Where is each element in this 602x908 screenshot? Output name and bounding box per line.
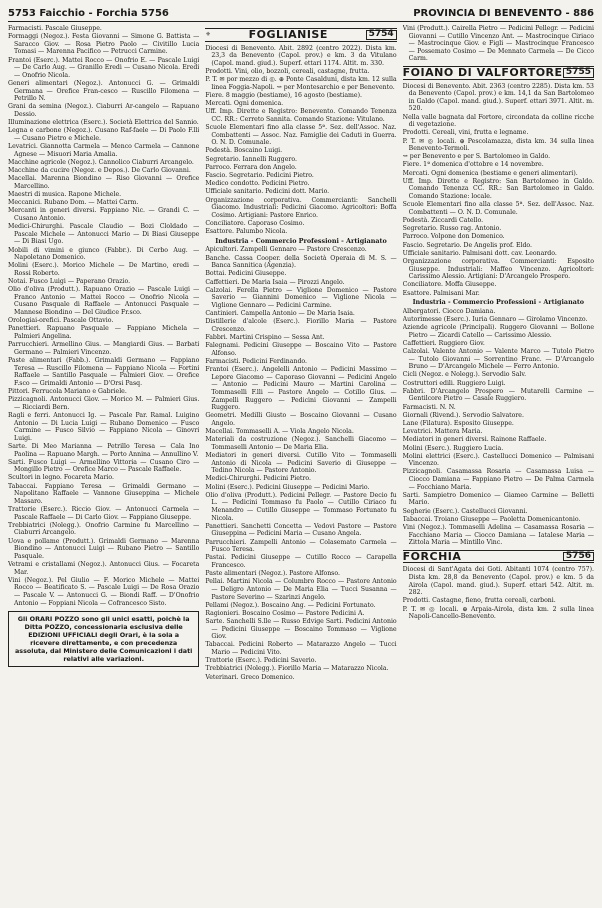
directory-entry: Sarte. Di Meo Marianna — Petrillo Teresa — Cala Ino Paolina — Rapuano Margh. — Porto Annina — Annullino V. bbox=[8, 442, 200, 458]
directory-entry: Fabbri. Martini Crispino — Sessa Ant. bbox=[205, 334, 325, 342]
directory-entry: Diocesi di Benevento. Abit. 2892 (centro 2022). Dista km. 23,3 da Benevento (Capol. prov.) e km. 3 da Vitulano (Capol. mand. giud.). Superf. ettari 1174. Altit. m. 330. bbox=[205, 44, 397, 67]
directory-entry: P. T. ✉ por mezzo di ◎. ⊕ Ponte Casalduni, dista km. 12 sulla linea Foggia-Napoli. ⇝ per Montesarchio e per Benevento. bbox=[205, 76, 397, 91]
page-header bbox=[8, 8, 594, 22]
directory-entry: Panettieri. Rapuano Pasquale — Fappiano Michela — Palmieri Angelina. bbox=[8, 325, 200, 341]
directory-entry: Sarte. Sanchelli S.lle — Russo Edvige Sarti. Pedicini Antonio — Pedicini Giuseppe — Boscaino Tommaso — Viglione Giov. bbox=[205, 618, 397, 641]
directory-entry: Scuole Elementari fino alla classe 5ª. Sez. dell'Assoc. Naz. Combattenti — O. N. D. Comunale. bbox=[402, 201, 594, 216]
directory-entry: Costruttori edili. Ruggiero Luigi. bbox=[402, 379, 506, 387]
directory-entry: Frantoi (Eserc.). Mattei Rocco — Onofrio E. — Pascale Luigi — De Carlo Aug. — Granillo Eredi — Cusano Nicola. Eredi — Onofrio Nicola. bbox=[8, 56, 200, 79]
directory-entry: Fiere. 8 maggio (bestiame), 16 agosto (bestiame). bbox=[205, 91, 362, 99]
directory-entry: Bottai. Pedicini Giuseppe. bbox=[205, 270, 287, 278]
directory-entry: Vini (Produtt.). Cairella Pietro — Pedicini Pellegr. — Pedicini Giovanni — Cutillo Vincenzo Ant. — Mastrocinque Ciriaco — Mastrocinque Giov. e Figli — Mastrocinque Francesco — Possemato Cosimo — De Mennato Carmela — De Cicco Carm. bbox=[402, 25, 594, 63]
directory-entry: Organizzazione corporativa. Commercianti: Esposito Giuseppe. Industriali: Maffeo Vincenzo. Agricoltori: Carissimo Alessio. Artigiani: D'Arcangelo Prospero. bbox=[402, 257, 594, 281]
directory-entry: Farmacisti. Pascale Giuseppe. bbox=[8, 25, 102, 32]
directory-entry: Sarti. Sampietro Domenico — Giameo Carmine — Belletti Mario. bbox=[402, 491, 594, 507]
directory-entry: Conciliatore. Caporaso Cosimo. bbox=[205, 219, 305, 227]
directory-entry: Segretario. Iannelli Ruggero. bbox=[205, 155, 297, 163]
directory-entry: Mediatori in generi diversi. Rainone Raffaele. bbox=[402, 436, 547, 444]
directory-entry: Materiali da costruzione (Negoz.). Sanchelli Giacomo — Tommaselli Antonio — De Maria Elia. bbox=[205, 436, 397, 451]
directory-entry: Giornali (Rivend.). Servodio Salvatore. bbox=[402, 411, 524, 419]
directory-entry: Maestri di musica. Rapone Michele. bbox=[8, 191, 122, 198]
column-foglianise bbox=[205, 25, 396, 885]
directory-entry: Paste alimentari (Fabb.). Grimaldi Germano — Fappiano Teresa — Ruscillo Filomena — Fappiano Nicola — Fortini Raffaele — Santillo Pasquale — Palmieri Giov. — Orefice F.sco — Grimaldi Antonio — D'Orsi Pasq. bbox=[8, 357, 200, 387]
directory-entry: Diocesi di Benevento. Abit. 2363 (centro 2285). Dista km. 53 da Benevento (Capol. prov.) e km. 14,1 da San Bartolomeo in Galdo (Capol. mand. giud.). Superf. ettari 3971. Altit. m. 520. bbox=[402, 82, 594, 113]
directory-entry: Medici-Chirurghi. Pedicini Pietro. bbox=[205, 475, 311, 483]
directory-entry: Paste alimentari (Negoz.). Pastore Alfonso. bbox=[205, 570, 340, 578]
directory-entry: Calzolai. Ferella Pietro — Viglione Domenico — Pastore Saverio — Giannini Domenico — Viglione Nicola — Viglione Gennaro — Pedicini Carmine. bbox=[205, 286, 397, 309]
directory-entry: Prodotti. Cereali, vini, frutta e legname. bbox=[402, 129, 529, 137]
directory-entry: Uova e pollame (Produtt.). Grimaldi Germano — Marenna Biondino — Antonucci Luigi — Rubano Pietro — Santillo Pasquale. bbox=[8, 537, 200, 560]
directory-entry: Mobili di vimini e giunco (Fabbr.). Di Cerbo Aug. — Napoletano Domenico. bbox=[8, 246, 200, 262]
directory-entry: Organizzazione corporativa. Commercianti: Sanchelli Giacomo. Industriali: Pedicini Giacomo. Agricoltori: Boffa Cosimo. Artigiani: Pastore Enrico. bbox=[205, 196, 397, 219]
directory-entry: Geometri. Medilli Giusto — Boscaino Giovanni — Cusano Angelo. bbox=[205, 412, 397, 427]
directory-entry: Pizzicagnoli. Antonucci Giov. — Morico M. — Palmieri Gius. — Ricciardi Bern. bbox=[8, 396, 200, 411]
directory-entry: Apicultori. Zampelli Gennaro — Pastore Crescenzo. bbox=[205, 246, 367, 254]
directory-entry: Cantinieri. Campella Antonio — De Maria Isaia. bbox=[205, 310, 355, 318]
directory-entry: Parrucchieri. Zampelli Antonio — Colasemato Carmela — Fusco Teresa. bbox=[205, 538, 397, 554]
directory-entry: Esattore. Palumbo Nicola. bbox=[205, 228, 288, 236]
directory-entry: Mediatori in generi diversi. Cutillo Vito — Tommaselli Antonio di Nicola — Pedicini Saverio di Giuseppe — Tedino Nicola — Pastore Antonio. bbox=[205, 452, 397, 475]
directory-entry: Podestà. Ziccardi Catello. bbox=[402, 217, 484, 224]
directory-entry: Prodotti. Castagne, fieno, frutta cereali, carboni. bbox=[402, 597, 556, 605]
directory-entry: Parroco. Volpone don Domenico. bbox=[402, 233, 505, 241]
section-heading-foiano bbox=[403, 66, 594, 80]
directory-entry: Formaggi (Negoz.). Festa Giovanni — Simone G. Battista — Saracco Giov. — Rosa Pietro Paolo — Civitillo Lucia Tomasi — Marenna Pacifico — Petrucci Carmine. bbox=[8, 33, 200, 56]
directory-entry: Banche. Cassa Cooper. della Società Operaia di M. S. — Banca Sannitica (Agenzia). bbox=[205, 254, 397, 270]
directory-entry: Grani da semina (Negoz.). Ciaburri Ar-cangelo — Rapuano Dessio. bbox=[8, 103, 200, 118]
directory-entry: Pastai. Pedicini Giuseppe — Cutillo Rocco — Carapella Francesco. bbox=[205, 554, 397, 569]
directory-entry: Mercati. Ogni domenica. bbox=[205, 100, 284, 108]
directory-entry: Panettieri. Sanchetti Concetta — Vedovi Pastore — Pastore Giuseppina — Pedicini Maria — Cusano Angela. bbox=[205, 522, 397, 538]
section-number: 5754 bbox=[366, 30, 397, 40]
directory-entry: Medico condotto. Pedicini Pietro. bbox=[205, 180, 310, 188]
orari-pozzo-notice: Gli ORARI POZZO sono gli unici esatti, poichè la Ditta POZZO, concessionaria esclusiva delle EDIZIONI UFFICIALI degli Orari, è la sola a ricevere direttamente, e con precedenza assoluta, dal Ministero delle Comunicazioni i dati relativi alle variazioni. bbox=[8, 611, 199, 667]
directory-entry: Pellami (Negoz.). Boscaino Ang. — Pedicini Fortunato. bbox=[205, 601, 376, 609]
directory-entry: Pittori. Ferrucola Mariano e Gabriele. bbox=[8, 387, 127, 395]
directory-entry: P. T. ✉ ◎ locali. ⊕ Arpaia-Airola, dista km. 2 sulla linea Napoli-Cancello-Benevento. bbox=[402, 605, 594, 621]
directory-entry: Tabaccai. Pedicini Roberto — Matarazzo Angelo — Tucci Mario — Pedicini Vito. bbox=[205, 641, 397, 657]
directory-entry: Caffettieri. Ruggiero Giov. bbox=[402, 339, 485, 347]
section-number: 5756 bbox=[563, 552, 594, 562]
directory-entry: Fiere. 1ª domenica d'ottobre e 14 novembre. bbox=[402, 161, 544, 169]
directory-entry: Distillerie d'alcole (Eserc.). Fiorillo Maria — Pastore Crescenzo. bbox=[205, 318, 397, 333]
directory-entry: Illuminazione elettrica (Eserc.). Società Elettrica del Sannio. bbox=[8, 119, 199, 127]
directory-entry: Trattorie (Eserc.). Pedicini Saverio. bbox=[205, 657, 317, 665]
directory-entry: Segherie (Eserc.). Castellucci Giovanni. bbox=[402, 507, 528, 515]
directory-entry: Pellai. Martini Nicola — Columbro Rocco — Pastore Antonio — Deligro Antonio — De Maria Elia — Tucci Susanna — Pastore Severino — Szarinzi Angelo. bbox=[205, 578, 397, 601]
directory-entry: Trebbiatrici (Nolegg.). Fiorillo Maria — Matarazzo Nicola. bbox=[205, 665, 389, 673]
directory-entry: Notai. Fusco Luigi — Paperano Orazio. bbox=[8, 278, 131, 286]
section-name: FORCHIA bbox=[402, 549, 462, 563]
directory-entry: Calzolai. Valente Antonio — Valente Marco — Tutolo Pietro — Tutolo Giovanni — Sorrentino Franc. — D'Arcangelo Bruno — D'Arcangelo Michele — Ferro Antonio. bbox=[402, 348, 594, 371]
directory-entry: Vetrami e cristallami (Negoz.). Antonucci Gius. — Focareta Mar. bbox=[8, 560, 200, 576]
directory-entry: Mercanti in generi diversi. Fappiano Nic. — Grandi C. — Cusano Antonio. bbox=[8, 207, 200, 222]
directory-entry: Aziende agricole (Principali). Ruggero Giovanni — Bollone Pietro — Zicardi Catello — Carissimo Alessio. bbox=[402, 324, 594, 339]
directory-entry: Vini (Negoz.). Pel Giulio — F. Morico Michele — Mattei Rocco — Beatificato S. — Pascale Luigi — De Rosa Orazio — Pascale V. — Antonucci G. — Biondi Raff. — D'Onofrio Antonio — Foppiani Nicola — Cofrancesco Sisto. bbox=[8, 576, 200, 607]
subsection-title: Industria - Commercio Professioni - Artigianato bbox=[215, 236, 387, 245]
directory-entry: Mercati. Ogni domenica (bestiame e generi alimentari). bbox=[402, 169, 578, 177]
directory-entry: Generi alimentari (Negoz.). Antonucci G. — Grimaldi Germana — Orefice Fran-cesco — Ruscillo Filomena — Petrillo N. bbox=[8, 79, 200, 103]
directory-entry: Parrucchieri. Armellino Gius. — Mangiardi Gius. — Barbati Germano — Palmieri Vincenzo. bbox=[8, 341, 200, 356]
directory-entry: Falegnami. Pedicini Giuseppe — Boscaino Vito — Pastore Alfonso. bbox=[205, 342, 397, 357]
directory-entry: Caffettieri. De Maria Isaia — Pirozzi Angelo. bbox=[205, 278, 345, 286]
directory-entry: Macellai. Tommaselli A. — Viola Angelo Nicola. bbox=[205, 428, 354, 436]
directory-entry: Medici-Chirurghi. Pascale Claudio — Bozi Cloldado — Pascale Michele — Antonucci Mario — Di Biasi Giuseppe — Di Biasi Ugo. bbox=[8, 223, 200, 246]
directory-entry: Vini (Negoz.). Tommaselli Adelina — Casamassa Rosaria — Facchiano Maria — Ciocco Damiana — Iatalese Maria — Zittola Maria — Mintillo Vinc. bbox=[402, 524, 594, 547]
header-right: PROVINCIA DI BENEVENTO - 886 bbox=[413, 8, 594, 19]
directory-entry: Albergatori. Ciocco Damiana. bbox=[402, 307, 496, 315]
directory-entry: P. T. ✉ ◎ locali. ⊕ Pescolamazza, dista km. 34 sulla linea Benevento-Termoli. bbox=[402, 137, 594, 153]
directory-entry: Parroco. Ferrara don Angelo. bbox=[205, 163, 297, 171]
directory-entry: Legna e carbone (Negoz.). Cusano Raf-faele — Di Paolo F.lli — Cusano Pietro e Michele. bbox=[8, 127, 200, 142]
directory-entry: Pizzicagnoli. Casamassa Rosaria — Casamassa Luisa — Ciocco Damiana — Fappiano Pietro — De Palma Carmela — Focchiano Maria. bbox=[402, 468, 594, 491]
directory-entry: Conciliatore. Moffa Giuseppe. bbox=[402, 281, 497, 289]
section-heading-forchia bbox=[403, 550, 594, 564]
directory-entry: Orologiai-orefici. Pascale Ottavio. bbox=[8, 317, 114, 325]
section-name: FOGLIANISE bbox=[248, 28, 328, 41]
directory-entry: Molini elettrici (Eserc.). Castellucci Domenico — Palmisani Vincenzo. bbox=[402, 452, 594, 468]
directory-entry: Ufficiale sanitario. Palmisani dott. cav. Leonardo. bbox=[402, 249, 557, 257]
directory-entry: Farmacisti. Pedicini Ferdinando. bbox=[205, 358, 307, 365]
directory-entry: Cicli (Negoz. e Nolegg.). Servodio Salv. bbox=[402, 371, 527, 379]
directory-entry: Olio d'oliva (Produtt.). Pedicini Pellegr. — Pastore Decio fu L. — Pedicini Tommaso fu Paolo — Cutillo Ciriaco fu Menandro — Cutillo Giuseppe — Tommaso Fortunato fu Nicola. bbox=[205, 491, 397, 522]
directory-entry: Fascio. Segretario. Pedicini Pietro. bbox=[205, 172, 314, 180]
directory-entry: Tabaccai. Fappiano Teresa — Grimaldi Germano — Napolitano Raffaele — Vannone Giuseppina — Michele Massaro. bbox=[8, 482, 200, 505]
directory-entry: Nella valle bagnata dal Fortore, circondata da colline ricche di vegetazione. bbox=[402, 113, 594, 129]
directory-entry: Fascio. Segretario. De Angelis prof. Eldo. bbox=[402, 241, 532, 249]
directory-entry: Farmacisti. N. N. bbox=[402, 403, 456, 411]
directory-entry: Scultori in legno. Focareta Mario. bbox=[8, 474, 114, 482]
directory-entry: Levatrici. Giannotta Carmela — Menco Carmela — Cannone Agnese — Misuori Maria Amalia. bbox=[8, 143, 200, 158]
directory-entry: ⇝ per Benevento e per S. Bartolomeo in Galdo. bbox=[402, 153, 551, 161]
directory-entry: Levatrici. Mattera Maria. bbox=[402, 428, 483, 436]
header-left: 5753 Faicchio - Forchia 5756 bbox=[8, 8, 169, 19]
directory-entry: Macellai. Marenna Biondino — Riso Giovanni — Orefice Marcellino. bbox=[8, 175, 200, 190]
section-number: 5755 bbox=[563, 68, 594, 78]
directory-entry: Trebbiatrici (Nolegg.). Onofrio Carmine fu Marcellino — Ciaburri Arcangelo. bbox=[8, 521, 200, 537]
directory-entry: Lane (Filatura). Esposito Giuseppe. bbox=[402, 419, 514, 427]
subsection-title: Industria - Commercio Professioni - Artigianato bbox=[412, 298, 585, 307]
directory-page bbox=[8, 8, 594, 892]
directory-entry: Trattorie (Eserc.). Riccio Giov. — Antonucci Carmela — Pascale Raffaele — Di Carlo Giov. — Fappiano Giuseppe. bbox=[8, 506, 200, 521]
directory-entry: Macchine agricole (Negoz.). Cannolico Ciaburri Arcangelo. bbox=[8, 158, 194, 166]
directory-entry: Meccanici. Rubano Dom. — Mattei Carm. bbox=[8, 199, 139, 207]
column-foiano-forchia bbox=[403, 25, 594, 885]
directory-entry: Frantoi (Eserc.). Angelelli Antonio — Pedicini Massimo — Lepore Giacomo — Caporaso Giovanni — Pedicini Angelo — Antonio — Pedicini Mauro — Martini Carolina — Tommaselli F.lli — Pastore Angelo — Cotillo Gius. — Zampelli Ruggero — Pedicini Giovanni — Zampelli Ruggero. bbox=[205, 366, 397, 412]
directory-entry: Podestà. Boscaino Luigi. bbox=[205, 147, 283, 155]
section-icon: ⚜ bbox=[205, 31, 211, 38]
directory-entry: Tabaccai. Troiano Giuseppe — Paoletta Domenicantonio. bbox=[402, 515, 581, 523]
directory-entry: Uff. Imp. Dirette e Registro: San Bartolomeo in Galdo. Comando Tenenza CC. RR.: San Bartolomeo in Galdo. Comando Stazione: locale. bbox=[402, 177, 594, 201]
directory-entry: Ufficiale sanitario. Pedicini dott. Mario. bbox=[205, 188, 330, 196]
directory-entry: Molini (Eserc.). Ruggiero Lucia. bbox=[402, 444, 504, 452]
directory-entry: Fabbri. D'Arcangelo Prospero — Mutarelli Carmine — Gentilcore Pietro — Casale Ruggiero. bbox=[402, 387, 594, 403]
directory-entry: Molini (Eserc.). Pedicini Giuseppe — Pedicini Mario. bbox=[205, 483, 370, 491]
directory-entry: Scuole Elementari fino alla classe 5ª. Sez. dell'Assoc. Naz. Combattenti — Assoc. Naz. Famiglie dei Caduti in Guerra. O. N. D. Comunale. bbox=[205, 124, 397, 147]
directory-entry: Diocesi di Sant'Agata dei Goti. Abitanti 1074 (centro 757). Dista km. 28,8 da Benevento (Capol. prov.) e km. 5 da Airola (Capol. mand. giud.). Superf. ettari 542. Altit. m. 282. bbox=[402, 566, 594, 597]
directory-entry: Sarti. Fusco Luigi — Armellino Vittoria — Cusano Ciro — Mongillo Pietro — Orefice Marco — Pascale Raffaele. bbox=[8, 458, 200, 474]
directory-entry: Prodotti. Vini, olio, bozzoli, cereali, castagne, frutta. bbox=[205, 67, 370, 75]
section-name: FOIANO DI VALFORTORE bbox=[402, 65, 563, 79]
directory-entry: Veterinari. Greco Domenico. bbox=[205, 673, 295, 681]
column-faicchio bbox=[8, 25, 199, 885]
directory-entry: Autorimesse (Eserc.). Iuria Gennaro — Girolamo Vincenzo. bbox=[402, 315, 588, 323]
directory-entry: Uff. Imp. Dirette e Registro: Benevento. Comando Tenenza CC. RR.: Cerreto Sannita. Comando Stazione: Vitulano. bbox=[205, 108, 397, 123]
directory-entry: Molini (Eserc.). Morico Michele — De Martino, eredi — Rossi Roberto. bbox=[8, 262, 200, 277]
directory-entry: Ragionieri. Boscaino Cosimo — Pastore Pedicini A. bbox=[205, 609, 365, 617]
section-heading-foglianise bbox=[205, 28, 396, 42]
directory-entry: Ragli e ferri. Antonucci Ig. — Pascale Par. Ramal. Luigino Antonio — Di Lucia Luigi — Rubano Domenico — Fusco Carmine — Fusco Silvio — Fappiano Nicola — Ginovri Luigi. bbox=[8, 411, 200, 442]
directory-entry: Segretario. Russo rag. Antonio. bbox=[402, 225, 502, 233]
directory-entry: Olio d'oliva (Produtt.). Rapuano Orazio — Pascale Luigi — Franco Antonio — Mattei Rocco — Onofrio Nicola — Cusano Pasquale di Raffaele — Antonucci Pasquale — Mannese Biondino — Del Giudice Fr.sco. bbox=[8, 286, 200, 317]
directory-entry: Esattore. Palmisani Mar. bbox=[402, 289, 480, 297]
directory-entry: Macchine da cucire (Negoz. e Depos.). De Carlo Giovanni. bbox=[8, 167, 191, 175]
